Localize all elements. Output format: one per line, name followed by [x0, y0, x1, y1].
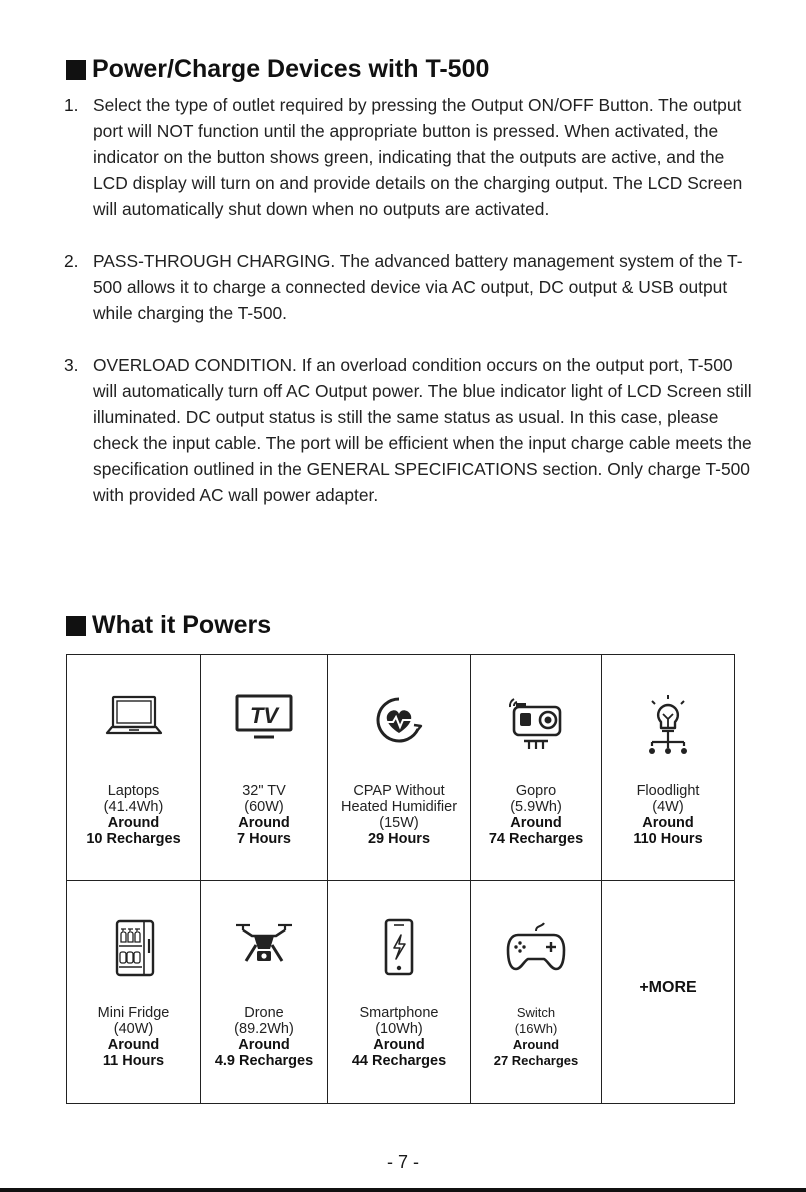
device-around: Around [107, 815, 160, 831]
device-around: Around [238, 815, 290, 831]
device-cell-cpap [328, 655, 471, 881]
list-item [64, 248, 754, 326]
device-grid [66, 654, 735, 1104]
bottom-rule [0, 1188, 806, 1192]
smartphone-icon [374, 917, 424, 981]
gopro-icon [504, 693, 568, 753]
section-title: Power/Charge Devices with T-500 [92, 55, 490, 83]
device-name-line2: Heated Humidifier [340, 799, 458, 815]
drone-icon [232, 917, 296, 981]
device-spec: (60W) [244, 799, 284, 815]
list-item [64, 92, 754, 222]
device-around: Around [512, 1037, 560, 1052]
device-name: Laptops [107, 783, 160, 799]
more-label: +MORE [639, 979, 697, 996]
device-result: 27 Recharges [493, 1053, 579, 1068]
page-number: - 7 - [386, 1152, 419, 1172]
device-name: Drone [244, 1005, 284, 1021]
device-result: 74 Recharges [488, 831, 584, 847]
device-cell-mini-fridge [67, 881, 201, 1103]
device-cell-drone [201, 881, 328, 1103]
device-spec: (41.4Wh) [103, 799, 164, 815]
device-name: Floodlight [636, 783, 700, 799]
device-spec: (4W) [652, 799, 684, 815]
list-item-text: PASS-THROUGH CHARGING. The advanced battery management system of the T-500 allows it to charge a connected device via AC output, DC output & USB output while charging the T-500. [93, 251, 743, 323]
device-around: Around [238, 1037, 290, 1053]
device-result: 4.9 Recharges [214, 1053, 314, 1069]
device-spec: (16Wh) [514, 1021, 558, 1036]
device-result: 110 Hours [633, 831, 703, 847]
device-name: 32" TV [242, 783, 286, 799]
tv-icon-label: TV [249, 703, 279, 728]
list-item-text: Select the type of outlet required by pressing the Output ON/OFF Button. The output port will NOT function until the appropriate button is pressed. When activated, the indicator on the button shows green, indicating that the outputs are active, and the LCD display will turn on and provide details on the charging output. The LCD Screen will automatically shut down when no outputs are activated. [93, 95, 743, 219]
device-name: Gopro [515, 783, 557, 799]
cpap-icon [372, 693, 426, 747]
device-name: CPAP Without [353, 783, 445, 799]
floodlight-icon [638, 693, 698, 757]
list-item-number: 1. [64, 95, 79, 115]
device-result: 29 Hours [367, 831, 431, 847]
list-item [64, 352, 754, 508]
device-spec: (5.9Wh) [510, 799, 562, 815]
list-item-number: 3. [64, 355, 79, 375]
device-result: 11 Hours [102, 1053, 165, 1069]
tv-icon [232, 693, 296, 743]
device-around: Around [373, 1037, 425, 1053]
mini-fridge-icon [104, 917, 164, 981]
device-cell-floodlight [602, 655, 734, 881]
device-name: Smartphone [359, 1005, 439, 1021]
device-spec: (15W) [379, 815, 419, 831]
list-item-text: OVERLOAD CONDITION. If an overload condition occurs on the output port, T-500 will automatically turn off AC Output power. The blue indicator light of LCD Screen still illuminated. DC output status is still the same status as usual. In this case, please check the input cable. The port will be efficient when the input charge cable meets the specification outlined in the GENERAL SPECIFICATIONS section. Only charge T-500 with provided AC wall power adapter. [93, 355, 752, 505]
list-item-number: 2. [64, 251, 79, 271]
game-controller-icon [504, 917, 568, 981]
section-title: What it Powers [92, 611, 272, 639]
device-cell-laptops [67, 655, 201, 881]
device-around: Around [107, 1037, 160, 1053]
device-result: 10 Recharges [86, 831, 181, 847]
device-result: 7 Hours [237, 831, 291, 847]
device-spec: (89.2Wh) [234, 1021, 294, 1037]
device-around: Around [510, 815, 562, 831]
section-heading-what-it-powers [66, 611, 271, 640]
device-cell-smartphone [328, 881, 471, 1103]
heading-square-bullet [66, 616, 86, 636]
device-name: Mini Fridge [97, 1005, 170, 1021]
device-cell-switch [471, 881, 602, 1103]
heading-square-bullet [66, 60, 86, 80]
device-cell-more [602, 881, 734, 1103]
device-spec: (40W) [113, 1021, 154, 1037]
device-name: Switch [516, 1005, 556, 1020]
instructions-list [64, 92, 754, 534]
section-heading-power-charge [66, 55, 489, 84]
device-around: Around [642, 815, 694, 831]
laptop-icon [104, 693, 164, 743]
device-spec: (10Wh) [375, 1021, 423, 1037]
device-cell-gopro [471, 655, 602, 881]
device-result: 44 Recharges [351, 1053, 447, 1069]
device-cell-tv [201, 655, 328, 881]
